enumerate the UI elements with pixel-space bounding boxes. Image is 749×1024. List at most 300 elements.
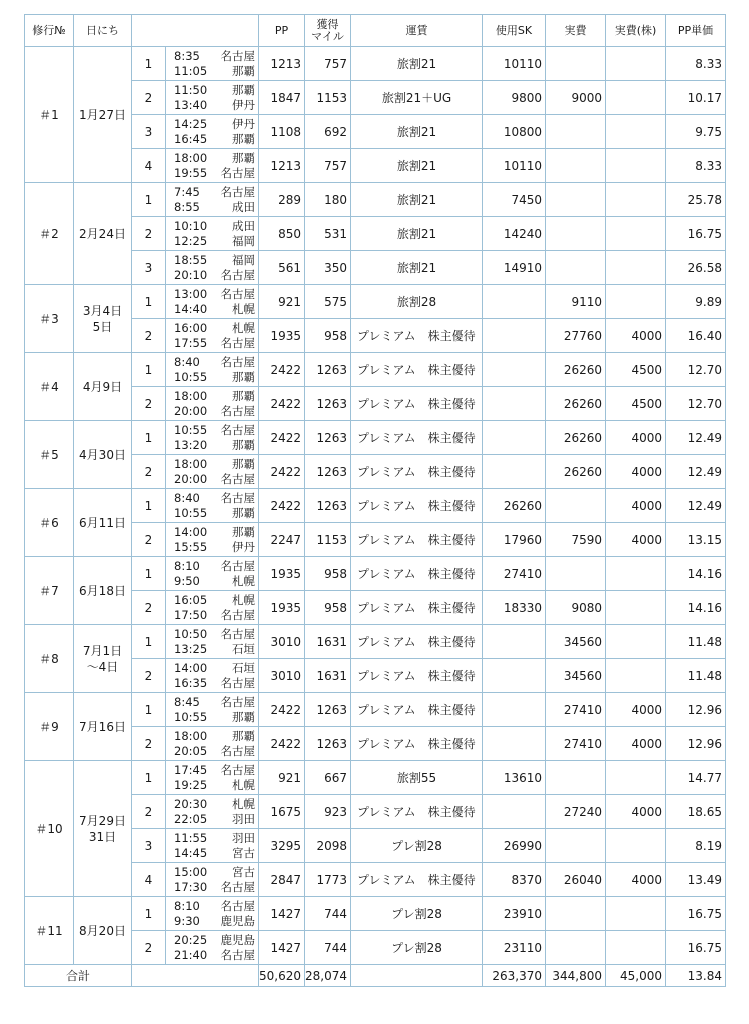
sk-value: 13610	[483, 761, 546, 795]
fare-type: 旅割21	[351, 217, 483, 251]
pp-unit-value: 12.49	[666, 455, 726, 489]
header-pp: PP	[259, 15, 305, 47]
header-miles	[305, 15, 351, 47]
time-airport-grid	[166, 424, 258, 452]
sk-value: 9800	[483, 81, 546, 115]
segment-times	[166, 353, 259, 387]
table-body	[25, 47, 726, 987]
sk-value	[483, 727, 546, 761]
segment-times	[166, 81, 259, 115]
pp-unit-value: 8.19	[666, 829, 726, 863]
cost-stock-value: 4000	[606, 863, 666, 897]
segment-number: 2	[132, 81, 166, 115]
departure-airport: 羽田	[232, 830, 255, 845]
departure-time: 8:35	[174, 48, 200, 63]
fare-type: プレミアム 株主優待	[351, 557, 483, 591]
segment-number: 2	[132, 727, 166, 761]
time-airport-grid	[166, 526, 258, 554]
segment-times	[166, 523, 259, 557]
arrival-airport: 名古屋	[220, 675, 255, 690]
trip-date-line2: ～4日	[86, 659, 119, 674]
pp-value: 2422	[259, 353, 305, 387]
header-trip: 修行№	[25, 15, 74, 47]
cost-value: 26260	[546, 421, 606, 455]
time-airport-grid	[166, 866, 258, 894]
departure-airport: 名古屋	[220, 626, 255, 641]
sk-value: 18330	[483, 591, 546, 625]
departure-time: 13:00	[174, 286, 208, 301]
cost-stock-value: 4000	[606, 795, 666, 829]
time-airport-grid	[166, 458, 258, 486]
departure-airport: 名古屋	[220, 48, 255, 63]
trip-number: ＃9	[25, 693, 74, 761]
pp-value: 2422	[259, 421, 305, 455]
pp-value: 3010	[259, 625, 305, 659]
time-airport-grid	[166, 560, 258, 588]
departure-time: 16:05	[174, 592, 208, 607]
departure-airport: 那覇	[232, 150, 255, 165]
cost-stock-value	[606, 183, 666, 217]
segment-times	[166, 727, 259, 761]
sk-value	[483, 625, 546, 659]
pp-unit-value: 16.75	[666, 897, 726, 931]
arrival-time: 20:10	[174, 267, 208, 282]
table-row	[25, 183, 726, 217]
departure-time: 7:45	[174, 184, 200, 199]
time-airport-grid	[166, 696, 258, 724]
segment-number: 1	[132, 353, 166, 387]
departure-airport: 名古屋	[220, 184, 255, 199]
segment-number: 1	[132, 625, 166, 659]
cost-value: 27410	[546, 727, 606, 761]
cost-stock-value: 4500	[606, 387, 666, 421]
segment-times	[166, 659, 259, 693]
fare-type: プレミアム 株主優待	[351, 387, 483, 421]
cost-value	[546, 47, 606, 81]
table-row	[25, 489, 726, 523]
header-miles-line2: マイル	[311, 29, 344, 43]
pp-value: 2847	[259, 863, 305, 897]
pp-value: 1935	[259, 557, 305, 591]
time-airport-grid	[166, 186, 258, 214]
segment-number: 4	[132, 149, 166, 183]
miles-value: 692	[305, 115, 351, 149]
fare-type: 旅割21	[351, 47, 483, 81]
segment-times	[166, 387, 259, 421]
miles-value: 1263	[305, 353, 351, 387]
segment-times	[166, 217, 259, 251]
segment-times	[166, 183, 259, 217]
arrival-airport: 札幌	[232, 573, 255, 588]
header-segment	[132, 15, 259, 47]
arrival-airport: 名古屋	[220, 267, 255, 282]
time-airport-grid	[166, 934, 258, 962]
arrival-time: 20:00	[174, 471, 208, 486]
pp-unit-value: 26.58	[666, 251, 726, 285]
fare-type: プレミアム 株主優待	[351, 727, 483, 761]
arrival-time: 20:00	[174, 403, 208, 418]
arrival-airport: 名古屋	[220, 607, 255, 622]
time-airport-grid	[166, 900, 258, 928]
trip-date	[74, 421, 132, 489]
sk-value: 10800	[483, 115, 546, 149]
time-airport-grid	[166, 152, 258, 180]
pp-value: 3010	[259, 659, 305, 693]
miles-value: 958	[305, 319, 351, 353]
segment-times	[166, 455, 259, 489]
total-miles: 28,074	[305, 965, 351, 987]
arrival-time: 19:55	[174, 165, 208, 180]
time-airport-grid	[166, 220, 258, 248]
arrival-airport: 成田	[232, 199, 255, 214]
segment-times	[166, 693, 259, 727]
segment-times	[166, 795, 259, 829]
cost-value	[546, 217, 606, 251]
cost-value	[546, 931, 606, 965]
table-row	[25, 761, 726, 795]
pp-unit-value: 12.96	[666, 727, 726, 761]
trip-date-line1: 4月9日	[82, 379, 123, 394]
miles-value: 1263	[305, 693, 351, 727]
sk-value: 7450	[483, 183, 546, 217]
departure-airport: 名古屋	[220, 694, 255, 709]
header-sk: 使用SK	[483, 15, 546, 47]
departure-time: 16:00	[174, 320, 208, 335]
miles-value: 180	[305, 183, 351, 217]
time-airport-grid	[166, 594, 258, 622]
segment-number: 1	[132, 421, 166, 455]
fare-type: 旅割21	[351, 115, 483, 149]
trip-number: ＃5	[25, 421, 74, 489]
departure-time: 11:55	[174, 830, 208, 845]
time-airport-grid	[166, 390, 258, 418]
cost-stock-value: 4500	[606, 353, 666, 387]
pp-value: 3295	[259, 829, 305, 863]
trip-date	[74, 285, 132, 353]
departure-time: 18:00	[174, 456, 208, 471]
cost-stock-value	[606, 149, 666, 183]
segment-times	[166, 149, 259, 183]
cost-stock-value	[606, 115, 666, 149]
departure-time: 10:55	[174, 422, 208, 437]
departure-airport: 那覇	[232, 728, 255, 743]
fare-type: プレミアム 株主優待	[351, 795, 483, 829]
departure-time: 18:00	[174, 728, 208, 743]
cost-value	[546, 489, 606, 523]
arrival-airport: 名古屋	[220, 335, 255, 350]
pp-unit-value: 12.70	[666, 387, 726, 421]
segment-number: 2	[132, 387, 166, 421]
miles-value: 667	[305, 761, 351, 795]
fare-type: プレ割28	[351, 829, 483, 863]
pp-value: 2247	[259, 523, 305, 557]
fare-type: 旅割21	[351, 251, 483, 285]
cost-stock-value	[606, 251, 666, 285]
departure-time: 18:00	[174, 388, 208, 403]
trip-number: ＃3	[25, 285, 74, 353]
segment-number: 1	[132, 557, 166, 591]
table-row	[25, 557, 726, 591]
sk-value	[483, 421, 546, 455]
total-label: 合計	[25, 965, 132, 987]
trip-number: ＃7	[25, 557, 74, 625]
departure-airport: 伊丹	[232, 116, 255, 131]
time-airport-grid	[166, 84, 258, 112]
sk-value: 17960	[483, 523, 546, 557]
total-sk: 263,370	[483, 965, 546, 987]
departure-airport: 鹿児島	[220, 932, 255, 947]
arrival-airport: 那覇	[232, 437, 255, 452]
departure-airport: 那覇	[232, 388, 255, 403]
departure-airport: 那覇	[232, 82, 255, 97]
departure-airport: 札幌	[232, 320, 255, 335]
departure-airport: 名古屋	[220, 422, 255, 437]
fare-type: プレミアム 株主優待	[351, 625, 483, 659]
cost-stock-value	[606, 47, 666, 81]
cost-stock-value: 4000	[606, 421, 666, 455]
total-fare	[351, 965, 483, 987]
pp-value: 1213	[259, 47, 305, 81]
segment-number: 3	[132, 251, 166, 285]
arrival-time: 12:25	[174, 233, 208, 248]
cost-value: 9080	[546, 591, 606, 625]
pp-value: 2422	[259, 489, 305, 523]
departure-airport: 福岡	[232, 252, 255, 267]
pp-unit-value: 14.16	[666, 591, 726, 625]
departure-time: 8:45	[174, 694, 200, 709]
pp-value: 2422	[259, 455, 305, 489]
total-cost: 344,800	[546, 965, 606, 987]
fare-type: プレミアム 株主優待	[351, 659, 483, 693]
departure-time: 14:25	[174, 116, 208, 131]
pp-value: 1847	[259, 81, 305, 115]
departure-airport: 名古屋	[220, 490, 255, 505]
fare-type: プレミアム 株主優待	[351, 489, 483, 523]
arrival-airport: 羽田	[232, 811, 255, 826]
arrival-time: 14:40	[174, 301, 208, 316]
segment-number: 2	[132, 455, 166, 489]
table-row	[25, 421, 726, 455]
miles-value: 1263	[305, 421, 351, 455]
miles-value: 350	[305, 251, 351, 285]
miles-value: 958	[305, 557, 351, 591]
total-pp: 50,620	[259, 965, 305, 987]
segment-number: 1	[132, 47, 166, 81]
departure-airport: 成田	[232, 218, 255, 233]
pp-value: 2422	[259, 727, 305, 761]
fare-type: プレ割28	[351, 897, 483, 931]
cost-stock-value	[606, 285, 666, 319]
departure-airport: 宮古	[232, 864, 255, 879]
fare-type: プレミアム 株主優待	[351, 863, 483, 897]
sk-value	[483, 319, 546, 353]
segment-times	[166, 285, 259, 319]
time-airport-grid	[166, 50, 258, 78]
miles-value: 958	[305, 591, 351, 625]
departure-time: 8:40	[174, 354, 200, 369]
arrival-airport: 名古屋	[220, 165, 255, 180]
fare-type: 旅割21	[351, 183, 483, 217]
cost-value: 26260	[546, 455, 606, 489]
departure-airport: 札幌	[232, 796, 255, 811]
segment-times	[166, 625, 259, 659]
fare-type: 旅割21	[351, 149, 483, 183]
segment-times	[166, 251, 259, 285]
segment-times	[166, 489, 259, 523]
total-row	[25, 965, 726, 987]
sk-value: 14910	[483, 251, 546, 285]
departure-time: 8:10	[174, 558, 200, 573]
segment-number: 3	[132, 829, 166, 863]
arrival-time: 13:25	[174, 641, 208, 656]
cost-stock-value	[606, 931, 666, 965]
departure-time: 14:00	[174, 524, 208, 539]
miles-value: 923	[305, 795, 351, 829]
sk-value: 27410	[483, 557, 546, 591]
pp-unit-value: 14.16	[666, 557, 726, 591]
cost-value: 34560	[546, 625, 606, 659]
arrival-airport: 名古屋	[220, 403, 255, 418]
departure-airport: 名古屋	[220, 354, 255, 369]
pp-value: 2422	[259, 693, 305, 727]
time-airport-grid	[166, 288, 258, 316]
sk-value: 14240	[483, 217, 546, 251]
fare-type: プレミアム 株主優待	[351, 591, 483, 625]
total-blank	[132, 965, 259, 987]
sk-value	[483, 387, 546, 421]
cost-value	[546, 897, 606, 931]
cost-stock-value	[606, 761, 666, 795]
trip-number: ＃11	[25, 897, 74, 965]
pp-value: 1935	[259, 591, 305, 625]
trip-date-line1: 7月29日	[79, 813, 126, 828]
segment-times	[166, 897, 259, 931]
cost-stock-value	[606, 625, 666, 659]
departure-time: 20:30	[174, 796, 208, 811]
cost-stock-value	[606, 81, 666, 115]
arrival-time: 9:50	[174, 573, 200, 588]
cost-stock-value: 4000	[606, 727, 666, 761]
segment-times	[166, 829, 259, 863]
sk-value: 26990	[483, 829, 546, 863]
pp-value: 2422	[259, 387, 305, 421]
segment-times	[166, 931, 259, 965]
departure-time: 8:10	[174, 898, 200, 913]
pp-unit-value: 12.49	[666, 421, 726, 455]
cost-stock-value: 4000	[606, 523, 666, 557]
arrival-time: 15:55	[174, 539, 208, 554]
segment-times	[166, 115, 259, 149]
pp-unit-value: 16.75	[666, 931, 726, 965]
miles-value: 1263	[305, 387, 351, 421]
cost-stock-value	[606, 829, 666, 863]
arrival-time: 22:05	[174, 811, 208, 826]
trip-date-line1: 6月11日	[79, 515, 126, 530]
pp-unit-value: 12.96	[666, 693, 726, 727]
trip-date	[74, 489, 132, 557]
cost-value	[546, 183, 606, 217]
trip-number: ＃8	[25, 625, 74, 693]
trip-date-line1: 3月4日	[82, 303, 123, 318]
header-pp-unit: PP単価	[666, 15, 726, 47]
arrival-time: 17:30	[174, 879, 208, 894]
miles-value: 757	[305, 149, 351, 183]
pp-value: 561	[259, 251, 305, 285]
trip-number: ＃4	[25, 353, 74, 421]
time-airport-grid	[166, 730, 258, 758]
cost-value	[546, 115, 606, 149]
segment-times	[166, 47, 259, 81]
pp-unit-value: 14.77	[666, 761, 726, 795]
pp-unit-value: 11.48	[666, 659, 726, 693]
table-row	[25, 285, 726, 319]
trip-date	[74, 625, 132, 693]
miles-value: 575	[305, 285, 351, 319]
sk-value	[483, 353, 546, 387]
trip-date-line1: 6月18日	[79, 583, 126, 598]
header-miles-line1: 獲得	[316, 17, 339, 31]
arrival-airport: 名古屋	[220, 879, 255, 894]
miles-value: 1263	[305, 489, 351, 523]
departure-time: 15:00	[174, 864, 208, 879]
header-cost-stock: 実費(株)	[606, 15, 666, 47]
time-airport-grid	[166, 254, 258, 282]
arrival-time: 16:45	[174, 131, 208, 146]
trip-date	[74, 353, 132, 421]
arrival-airport: 那覇	[232, 63, 255, 78]
arrival-time: 17:55	[174, 335, 208, 350]
cost-value	[546, 251, 606, 285]
cost-value: 26260	[546, 353, 606, 387]
pp-value: 850	[259, 217, 305, 251]
sk-value	[483, 285, 546, 319]
header-row	[25, 15, 726, 47]
sk-value	[483, 659, 546, 693]
fare-type: プレミアム 株主優待	[351, 353, 483, 387]
sk-value: 23910	[483, 897, 546, 931]
miles-value: 1263	[305, 727, 351, 761]
miles-value: 757	[305, 47, 351, 81]
header-date: 日にち	[74, 15, 132, 47]
trip-number: ＃10	[25, 761, 74, 897]
pp-value: 921	[259, 285, 305, 319]
cost-stock-value	[606, 659, 666, 693]
arrival-time: 10:55	[174, 369, 208, 384]
cost-stock-value	[606, 591, 666, 625]
time-airport-grid	[166, 492, 258, 520]
cost-value: 26040	[546, 863, 606, 897]
miles-value: 2098	[305, 829, 351, 863]
table-row	[25, 897, 726, 931]
cost-value: 7590	[546, 523, 606, 557]
pp-unit-value: 11.48	[666, 625, 726, 659]
departure-time: 10:10	[174, 218, 208, 233]
arrival-airport: 那覇	[232, 505, 255, 520]
departure-airport: 札幌	[232, 592, 255, 607]
segment-times	[166, 421, 259, 455]
sk-value	[483, 795, 546, 829]
segment-number: 1	[132, 761, 166, 795]
header-cost: 実費	[546, 15, 606, 47]
arrival-airport: 福岡	[232, 233, 255, 248]
pp-unit-value: 16.40	[666, 319, 726, 353]
arrival-time: 14:45	[174, 845, 208, 860]
arrival-airport: 名古屋	[220, 471, 255, 486]
segment-number: 2	[132, 319, 166, 353]
trip-date-line1: 7月1日	[82, 643, 123, 658]
arrival-time: 19:25	[174, 777, 208, 792]
departure-airport: 名古屋	[220, 898, 255, 913]
